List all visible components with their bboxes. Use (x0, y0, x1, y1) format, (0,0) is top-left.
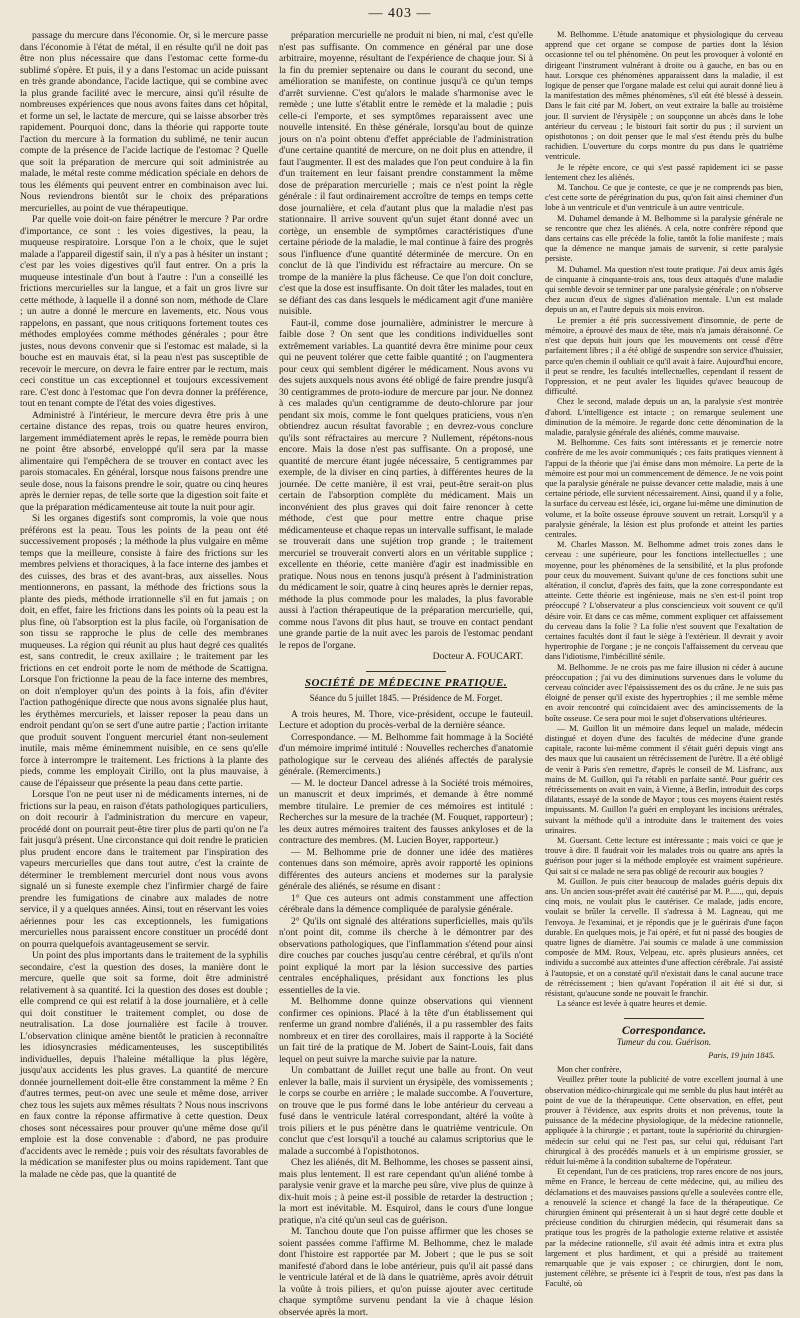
right-paragraph: Chez le second, malade depuis un an, la paralysie s'est montrée d'abord. L'intelligence est intacte ; on remarque seulement une diminution de la mémoire. Je regarde donc cette dénomination de la maladie, paralysie générale des aliénés, comme mauvaise. (545, 397, 783, 437)
minutes-paragraph: Correspondance. — M. Belhomme fait hommage à la Société d'un mémoire imprimé intitulé : Nouvelles recherches d'anatomie pathologique sur le cerveau des aliénés affectés de paralysie générale. (Remerciments.) (279, 731, 533, 777)
left-paragraph: Un point des plus importants dans le traitement de la syphilis secondaire, c'est la question des doses, la manière dont le mercure, quelle que soit sa forme, doit être administré relativement à sa quantité. Ici la question des doses est double ; elle comprend ce qui est relatif à la dose journalière, et à celle qui doit constituer le traitement complet, ou dose de neutralisation. La dose journalière est facile à trouver. L'observation clinique amène bientôt le praticien à reconnaître les idiosyncrasies médicamenteuses, les susceptibilités individuelles, depuis l'haleine métallique la plus légère, jusqu'aux accidents les plus graves. La quantité de mercure donnée journellement doit-elle être constamment la même ? En d'autres termes, peut-on avec une seule et même dose, arriver chez tous les sujets aux mêmes résultats ? Nous nous inscrivons en faux contre la réponse affirmative à cette question. Deux choses sont nécessaires pour prouver qu'une même dose qu'il emploie est la dose convenable : d'abord, ne pas produire d'accidents avec le remède ; puis voir des résultats favorables de la médication se manifester plus ou moins rapidement. Tant que la malade ne cède pas, que la quantité de (20, 950, 268, 1180)
section-title: SOCIÉTÉ DE MÉDECINE PRATIQUE. (304, 676, 508, 689)
middle-paragraph: préparation mercurielle ne produit ni bien, ni mal, c'est qu'elle n'est pas suffisante. On commence en général par une dose arbitraire, moyenne, résultant de l'expérience de chaque jour. Si à la fin du premier septenaire ou dans le courant du second, une amélioration se manifeste, on continue jusqu'à ce qu'un temps d'arrêt survienne. C'est qu'alors le malade s'harmonise avec le remède ; une lutte s'établit entre le remède et la maladie ; puis celle-ci l'emporte, et ses symptômes reparaissent avec une nouvelle intensité. En thèse générale, lorsqu'au bout de quinze jours on n'a point obtenu d'effet appréciable de l'administration d'une certaine quantité de mercure, on ne doit plus en attendre, il faut l'augmenter. Il est des malades que l'on peut conduire à la fin d'un traitement en leur faisant prendre constamment la même dose de préparation mercurielle ; mais ce n'est point la règle générale : il faut ordinairement accroître de temps en temps cette dose journalière, et cela d'autant plus que la maladie n'est pas stationnaire. Il arrive souvent qu'un sujet étant donné avec un cortège, un ensemble de symptômes caractéristiques d'une certaine période de la maladie, le mal continue à faire des progrès sous l'influence d'une quantité déterminée de mercure. On en conclut de là que l'individu est réfractaire au mercure. On se trompe de la manière la plus fâcheuse. Ce que l'on doit conclure, c'est que la dose est insuffisante. On doit tâter les malades, tout en se défiant des cas dans lesquels le médicament agit d'une manière nuisible. (279, 30, 533, 317)
minutes-paragraph: A trois heures, M. Thore, vice-président, occupe le fauteuil. Lecture et adoption du procès-verbal de la dernière séance. (279, 708, 533, 731)
minutes-paragraph: Chez les aliénés, dit M. Belhomme, les choses se passent ainsi, mais plus lentement. Il est rare cependant qu'un aliéné tombe à paralysie venir grave et la marche peu sûre, vive plus de quinze à dix-huit mois ; à peine est-il possible de retarder la destruction ; la mort est inévitable. M. Esquirol, dans le cours d'une longue pratique, n'a cité qu'un seul cas de guérison. (279, 1157, 533, 1226)
left-paragraph: Administré à l'intérieur, le mercure devra être pris à une certaine distance des repas, trois ou quatre heures environ, largement immédiatement après le repas, le remède pourra bien ne point être absorbé, enveloppé qu'il sera par la masse alimentaire qui l'empêchera de se trouver en contact avec les parois stomacales. En général, lorsque nous faisons prendre une seule dose, nous la faisons prendre le soir, quatre ou cinq heures après le dernier repas, de telle sorte que la digestion soit faite et que la préparation médicamenteuse ait toute la nuit pour agir. (20, 409, 268, 513)
left-paragraph: Par quelle voie doit-on faire pénétrer le mercure ? Par ordre d'importance, ce sont : les voies digestives, la peau, la muqueuse respiratoire. Lorsque l'on a le choix, que le sujet malade a l'appareil digestif sain, il n'y a pas à hésiter un instant ; c'est par les voies digestives qu'il faut entrer. On a pris la muqueuse intestinale d'un bout à l'autre : l'un a conseillé les frictions mercurielles sur la langue, et a fait un gros livre sur cette méthode, à laquelle il a donné son nom, méthode de Clare ; un autre a donné le mercure en lavements, etc. Nous vous rappelons, en passant, que nous critiquons fortement toutes ces méthodes employées comme méthodes générales ; pour être justes, nous devons convenir que si l'estomac est malade, si la bouche est en mauvais état, si la peau n'est pas susceptible de recevoir le mercure, on devra le faire entrer par le rectum, mais ceci constitue un cas exceptionnel et toujours excessivement rare. C'est donc à l'estomac que l'on devra donner la préférence, tout en tenant compte de l'état des voies digestives. (20, 214, 268, 409)
section-divider (624, 1018, 704, 1019)
right-paragraph: La séance est levée à quatre heures et demie. (557, 999, 707, 1009)
letter-paragraph: Et cependant, l'un de ces praticiens, trop rares encore de nos jours, même en France, le berceau de cette médecine, qui, au milieu des déclamations et des mauvaises passions qu'elle a soulevées contre elle, a renouvelé la science et changé la face de la thérapeutique. Ce chirurgien éminent qui présenterait à un si haut degré cette double et précieuse condition du chirurgien médecin, qui résumerait dans sa pratique tous les progrès de la pathologie externe relative et assistée par la médecine rationnelle, s'il avait été admis intra et extra plus largement et plus hardiment, et qui a présidé au traitement remarquable que je vais exposer ; ce chirurgien, dont le nom, justement célèbre, se présente ici à l'esprit de tous, n'est pas dans la Faculté, où (545, 1167, 783, 1289)
right-paragraph: Je le répète encore, ce qui s'est passé rapidement ici se passe lentement chez les aliénés. (545, 162, 783, 182)
minutes-paragraph: — M. le docteur Dancel adresse à la Société trois mémoires, un manuscrit et deux imprimés, et demande à être nommé membre titulaire. Le premier de ces mémoires est intitulé : Recherches sur la mesure de la trachée (M. Fouquet, rapporteur) ; les deux autres mémoires traitent des fausses ankyloses et de la contracture des membres. (M. Lucien Boyer, rapporteur.) (279, 777, 533, 846)
letter-paragraph: Mon cher confrère, (557, 1065, 622, 1075)
right-paragraph: M. Duhamel. Ma question n'est toute pratique. J'ai deux amis âgés de cinquante à cinquante-trois ans, tous deux attaqués d'une maladie qui semble devoir se terminer par une paralysie générale ; on n'observe chez aucun d'eux de signes d'aliénation mentale. L'un est malade depuis un an, et l'autre depuis six mois environ. (545, 264, 784, 315)
right-paragraph: M. Charles Masson. M. Belhomme admet trois zones dans le cerveau : une supérieure, pour les fonctions intellectuelles ; une moyenne, pour les phénomènes de la sensibilité, et la plus profonde pour ceux du mouvement. Suivant qu'une de ces fonctions subit une altération, il conclut, d'après des faits, que la zone correspondante est atteinte. Cette théorie est ingénieuse, mais ne s'en est-il point trop préoccupé ? L'observateur a plus consciencieux voit souvent ce qu'il désire voir. Et dans ce cas même, comment expliquer cet affaissement du cerveau dans la folie ? La folie n'est souvent que l'exaltation de certaines facultés dont il faut le siège à l'extérieur. Il devrait y avoir hypertrophie de l'organe ; je ne conçois l'affaissement du cerveau que dans l'idiotisme, l'imbécillité sénile. (545, 540, 783, 662)
minutes-paragraph: M. Tanchou doute que l'on puisse affirmer que les choses se soient passées comme l'affirme M. Belhomme, chez le malade dont l'histoire est rapportée par M. Jobert ; que le pus se soit manifesté d'abord dans le lobe antérieur, puis qu'il ait passé dans le ventricule latéral et de là dans le quatrième, après avoir détruit la voûte à trois piliers, et qu'on puisse ajouter avec certitude chaque symptôme survenu pendant la vie à chaque lésion observée après la mort. (279, 1226, 533, 1318)
right-paragraph: — M. Guillon lit un mémoire dans lequel un malade, médecin distingué et doyen d'une des facultés de médecine d'une grande capitale, raconte lui-même comment il s'était guéri depuis vingt ans des maux que lui causaient un rétrécissement de l'urètre. Il a été obligé de venir à Paris s'en remettre, d'après le conseil de M. Lisfranc, aux mains de M. Guillon, qui l'a rétabli en parfaite santé. Pour guérir ces rétrécissements on avait en vain, à Vienne, à Berlin, introduit des corps dilatants, essayé de la sonde de Mayor ; tous ces moyens étaient restés impuissants. M. Guillon l'a guéri en employant les incisions urétrales, suivant la méthode qu'il a introduite dans le traitement des voies urinaires. (545, 723, 783, 835)
right-column (545, 30, 784, 1289)
right-paragraph: M. Guillon. Je puis citer beaucoup de malades guéris depuis dix ans. Un ancien sous-préfet avait été cautérisé par M. P......, qui, depuis cinq mois, ne voulait plus le cautériser. Ce malade, jadis encore, voulait se brûler la cervelle. Il s'adressa à M. Lagneau, qui me l'envoya. Je l'examinai, et je répondis que je le guérirais d'une façon durable. En quelques mois, je l'ai opéré, et fut ni passé des bougies de quatre lignes de diamètre. J'ai soumis ce malade à une commission composée de MM. Roux, Velpeau, etc. après plusieurs années, cet individu a succombé aux atteintes d'une affection cérébrale. J'ai assisté à l'autopsie, et on a constaté qu'il n'existait dans le canal aucune trace de rétrécissement ; bien qu'avant l'opération il ait été si dur, si résistant, qu'aucune sonde ne pouvait le franchir. (545, 876, 783, 999)
minutes-paragraph: — M. Belhomme prie de donner une idée des matières contenues dans son mémoire, après avoir rapporté les opinions différentes des auteurs anciens et modernes sur la paralysie générale des aliénés, se résume en disant : (279, 846, 533, 892)
left-paragraph: Si les organes digestifs sont compromis, la voie que nous préférons est la peau. Tous les points de la peau ont été successivement proposés ; la méthode la plus vulgaire en même temps que la meilleure, consiste à faire des frictions sur les membres pelviens et thoraciques, à la face interne des jambes et des cuisses, des bras et des avant-bras, aux aisselles. Nous mentionnerons, en passant, la méthode des frictions sous la plante des pieds, méthode irrationnelle s'il en fut jamais ; on doit, en effet, faire les frictions dans les points où la peau est la plus fine, où l'absorption est la plus facile, où l'organisation de son tissu se rapproche le plus de celle des membranes muqueuses. La région qui réunit au plus haut degré ces qualités est, sans contredit, le creux axillaire ; le traitement par les frictions en cet endroit porte le nom de méthode de Scattigna. Lorsque l'on frictionne la peau de la face interne des membres, on doit n'employer qu'un des points à la fois, afin d'éviter l'action pathogénique directe que nous avons signalée plus haut, les érythèmes mercuriels, et laisser reposer la peau dans un endroit pendant qu'on se sert d'une autre partie ; l'action irritante que produit souvent l'onguent mercuriel étant non-seulement inutile, mais même éminemment nuisible, en ce sens qu'elle force à interrompre le traitement. Les frictions à la plante des pieds, comme les employait Cirillo, ont la plus mauvaise, à cause de l'épaisseur que présente la peau dans cette partie. (20, 513, 268, 789)
minutes-paragraph: 1° Que ces auteurs ont admis constamment une affection cérébrale dans la démence compliquée de paralysie générale. (279, 892, 533, 915)
right-paragraph: M. Duhamel demande à M. Belhomme si la paralysie générale ne se rencontre que chez les aliénés. A cela, notre confrère répond que dans certains cas elle précède la folie, tantôt la folie manifeste ; mais que la démence ne manque jamais de survenir, si cette paralysie persiste. (545, 213, 783, 264)
right-paragraph: M. Tanchou. Ce que je conteste, ce que je ne comprends pas bien, c'est cette sorte de pérégrination du pus, qu'on fait ainsi cheminer d'un lobe à un ventricule et d'un ventricule à un autre ventricule. (545, 183, 783, 213)
session-line: Séance du 5 juillet 1845. — Présidence de M. Forget. (309, 693, 503, 703)
minutes-paragraph: Un combattant de Juillet reçut une balle au front. On veut enlever la balle, mais il survient un érysipèle, des vomissements ; le corps se courbe en arrière ; le malade succombe. A l'ouverture, on trouve que le pus formé dans le lobe antérieur du cerveau a fusé dans le ventricule latéral correspondant, altéré la voûte à trois piliers et le pus pénètre dans le quatrième ventricule. On conclut que c'est lorsqu'il a touché au calamus scriptorius que le malade a succombé à l'opisthotonos. (279, 1065, 533, 1157)
correspondence-title: Correspondance. (621, 1022, 707, 1037)
page-number: — 403 — (368, 6, 432, 21)
section-divider (366, 671, 446, 672)
minutes-paragraph: M. Belhomme donne quinze observations qui viennent confirmer ces opinions. Placé à la tête d'un établissement qui renferme un grand nombre d'aliénés, il a pu rassembler des faits nombreux et en tirer des corollaires, mais il rapporte à la Société un fait tiré de la pratique de M. Jobert de Saint-Louis, fait dans lequel on peut suivre la marche suivie par la nature. (279, 996, 533, 1065)
article-signature: Docteur A. FOUCART. (432, 651, 523, 662)
left-column (20, 30, 268, 1180)
right-paragraph: Le premier a été pris successivement d'insomnie, de perte de mémoire, a éprouvé des maux de tête, mais n'a jamais déraisonné. Ce n'est que depuis huit jours que les mouvements ont cessé d'être parfaitement libres ; il a été obligé de suspendre son service d'huissier, parce qu'en chemin il oubliait ce qu'il avait à faire. Aujourd'hui encore, il peut se rendre, les facultés intellectuelles, cependant il ressent de l'oppression, et ne peut avaler les liquides qu'avec beaucoup de difficulté. (545, 315, 783, 397)
left-paragraph: Lorsque l'on ne peut user ni de médicaments internes, ni de frictions sur la peau, en raison d'états pathologiques particuliers, on doit recourir à l'administration du mercure en vapeur, procédé dont on pourrait peut-être tirer plus de parti qu'on ne l'a fait jusqu'à présent. Une circonstance qui doit rendre le praticien plus prudent encore dans le traitement par l'inspiration des vapeurs mercurielles que dans tout autre, c'est la crainte de déterminer le tremblement mercuriel dont nous vous avons signalé un si funeste exemple chez l'infirmier chargé de faire prendre les fumigations de cinabre aux malades de notre service, il y a quelques années. Ainsi, tout en réservant les voies aériennes pour les cas exceptionnels, les fumigations mercurielles nous paraissent encore constituer un procédé dont on pourra quelquefois avantageusement se servir. (20, 789, 268, 950)
right-paragraph: M. Belhomme. L'étude anatomique et physiologique du cerveau apprend que cet organe se compose de parties dont la lésion occasionne tel ou tel phénomène. On peut les provoquer à volonté en dirigeant l'instrument vulnérant à droite ou à gauche, en bas ou en haut. Lorsque ces phénomènes apparaissent dans la maladie, il est logique de penser que l'organe malade est celui qui aurait donné lieu à la manifestation des mêmes phénomènes, s'il eût été blessé à dessein. Dans le fait cité par M. Jobert, on veut extraire la balle au troisième jour. Il survient de l'érysipèle ; on soupçonne un abcès dans le lobe antérieur du cerveau ; le bistouri fait sortir du pus ; il survient un opisthotonos ; on doit penser que le mal s'est étendu près du bulbe rachidien. L'ouverture du corps montre du pus dans le quatrième ventricule. (545, 30, 783, 162)
middle-paragraph: Faut-il, comme dose journalière, administrer le mercure à faible dose ? On sent que les conditions individuelles sont extrêmement variables. La quantité devra être minime pour ceux qui ne peuvent tolérer que cette faible quantité ; on l'augmentera pour ceux qui semblent digérer le médicament. Nous avons vu des sujets auxquels nous avons été obligé de faire prendre jusqu'à 30 centigrammes de proto-iodure de mercure par jour. Ne donnez à ces malades qu'un centigramme de deuto-chlorure par jour pendant six mois, comme le font quelques praticiens, vous n'en obtiendrez aucun résultat favorable ; en devrez-vous conclure qu'ils sont réfractaires au mercure ? Nullement, répétons-nous encore. Mais la dose n'est pas suffisante. On a proposé, une quantité de mercure étant jugée nécessaire, 5 centigrammes par exemple, de la diviser en cinq parties, à différentes heures de la journée. De cette manière, il est vrai, peut-être serait-on plus certain de l'absorption complète du médicament. Mais un inconvénient des plus graves qui doit faire renoncer à cette méthode, c'est que pour mettre entre chaque prise médicamenteuse et chaque repas un intervalle suffisant, le malade se trouverait dans une sujétion trop grande ; le traitement mercuriel se trouverait converti alors en un véritable supplice ; excellente en théorie, cette manière d'agir est inadmissible en pratique. Nous nous en tenons jusqu'à présent à l'administration du médicament le soir, quatre à cinq heures après le dernier repas, méthode la plus commode pour les malades, la plus favorable aussi à l'action thérapeutique de la préparation mercurielle, qui, comme nous l'avons dit plus haut, se trouve en contact pendant une grande partie de la nuit avec les parois de l'estomac pendant le repos de l'organe. (279, 317, 533, 651)
letter-paragraph: Veuillez prêter toute la publicité de votre excellent journal à une observation médico-chirurgicale qui me semble du plus haut intérêt au point de vue de la thérapeutique. Cette observation, en effet, peut prouver à l'évidence, aux esprits droits et non prévenus, toute la puissance de la médecine physiologique, de la médecine rationnelle, appliquée à la chirurgie ; et partant, toute la supériorité du chirurgien-médecin sur celui qui ne l'est pas, sur celui qui, réduisant l'art chirurgical à des procédés manuels et à un empirisme grossier, se réduit lui-même à la condition subalterne de l'opérateur. (545, 1075, 783, 1166)
middle-column (279, 30, 533, 1318)
correspondence-subtitle: Tumeur du cou. Guérison. (616, 1036, 712, 1047)
right-paragraph: M. Guersant. Cette lecture est intéressante ; mais voici ce que je trouve à dire. Il faudrait voir les malades trois ou quatre ans après la guérison pour juger si la méthode employée est vraiment supérieure. Qui sait si ce malade ne sera pas obligé de recourir aux bougies ? (545, 836, 783, 876)
correspondence-date: Paris, 19 juin 1845. (708, 1050, 775, 1060)
left-paragraph: passage du mercure dans l'économie. Or, si le mercure passe dans l'économie à l'état de métal, il en résulte qu'il ne doit pas être non plus nécessaire que dans l'estomac cette forme-du sublimé s'opère. Et puis, il y a dans l'estomac un acide puissant en très grande abondance, l'acide lactique, qui se combine avec la plus grande facilité avec le mercure, ainsi qu'il résulte de nombreuses expériences que nous avons faites dans cet hôpital, et forme un sel, le lactate de mercure, qui se laisse absorber très rapidement. Pourquoi donc, dans la théorie qui rapporte toute l'action du mercure à la formation du sublimé, ne tenir aucun compte de la présence de l'acide lactique de l'estomac ? Quelle que soit la préparation de mercure qui soit administrée au malade, le métal reste comme médication spéciale en dehors de tous les éléments qui peuvent entrer en combinaison avec lui. Nous reviendrons bientôt sur le choix des préparations mercurielles, au point de vue thérapeutique. (20, 30, 268, 214)
right-paragraph: M. Belhomme. Je ne crois pas me faire illusion ni céder à aucune préoccupation ; j'ai vu des diminutions survenues dans le volume du cerveau coïncider avec l'épaississement des os du crâne. Je ne suis pas éloigné de penser qu'il existe des hypertrophies ; il me semble même en avoir rencontré qui coïncidaient avec des amincissements de la boîte osseuse. Ce sera pour moi le sujet d'observations ultérieures. (545, 662, 783, 723)
right-paragraph: M. Belhomme. Ces faits sont intéressants et je remercie notre confrère de me les avoir communiqués ; ces faits pratiques viennent à l'appui de la théorie que j'ai émise dans mon mémoire. La perte de la mémoire est pour moi un commencement de démence. Je ne vois point que la paralysie générale ne puisse devancer cette maladie, mais à une certaine période, elle survient nécessairement. Ainsi, quand il y a folie, la surface du cerveau est lésée, ici, organe lui-même une diminution de volume, et la boîte osseuse éprouve souvent un retrait. Lorsqu'il y a paralysie générale, la lésion est plus profonde et atteint les parties centrales. (545, 438, 783, 539)
minutes-paragraph: 2° Qu'ils ont signalé des altérations superficielles, mais qu'ils n'ont point dit, comme ils cherche à le démontrer par des observations pathologiques, que l'inflammation s'étend pour ainsi dire couches par couches jusqu'au centre cérébral, et qu'ils n'ont point expliqué la mort par la lésion successive des parties centrales encéphaliques, présidant aux fonctions les plus essentielles de la vie. (279, 915, 533, 996)
